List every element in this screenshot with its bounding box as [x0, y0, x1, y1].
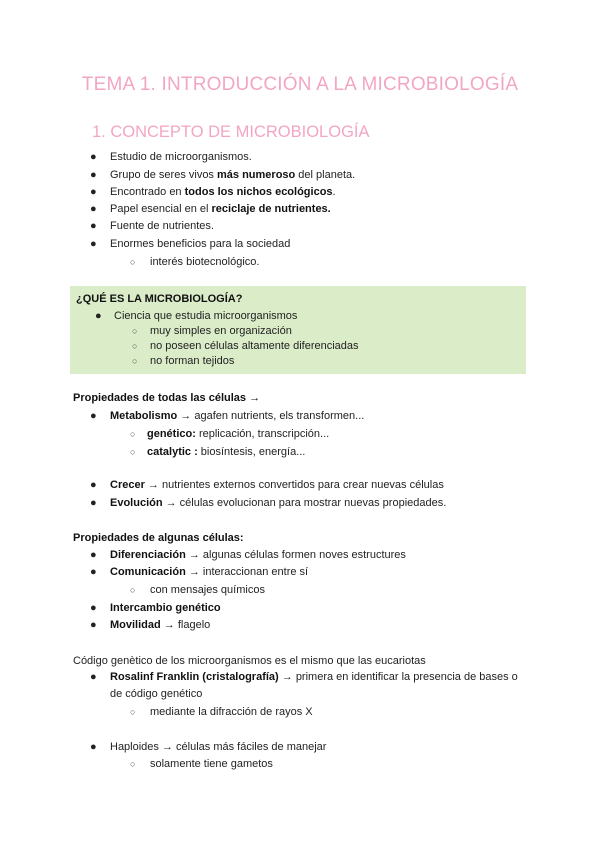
box-subitem: muy simples en organización — [150, 325, 292, 337]
box-title: ¿QUÉ ES LA MICROBIOLOGÍA? — [76, 293, 243, 305]
list-item: Grupo de seres vivos más numeroso del planeta. — [110, 169, 356, 181]
box-subitem: no poseen células altamente diferenciadas — [150, 340, 359, 352]
list-item: Diferenciación → algunas células formen noves estructures — [110, 549, 406, 561]
props-some-heading: Propiedades de algunas células: — [73, 532, 244, 544]
codigo-line: Código genètico de los microorganismos es el mismo que las eucariotas — [73, 655, 426, 667]
list-item: Fuente de nutrientes. — [110, 220, 214, 232]
circle-bullet-icon: ○ — [130, 447, 136, 457]
circle-bullet-icon: ○ — [130, 429, 136, 439]
list-item: Metabolismo → agafen nutrients, els transformen... — [110, 410, 365, 422]
circle-bullet-icon: ○ — [132, 326, 138, 336]
list-item: Comunicación → interaccionan entre sí — [110, 566, 309, 578]
list-item: Encontrado en todos los nichos ecológicos. — [110, 186, 336, 198]
list-item: Evolución → células evolucionan para mostrar nuevas propiedades. — [110, 497, 447, 509]
list-item: Estudio de microorganismos. — [110, 151, 252, 163]
circle-bullet-icon: ○ — [130, 759, 136, 769]
page-title: TEMA 1. INTRODUCCIÓN A LA MICROBIOLOGÍA — [81, 74, 519, 95]
sub-list-item: con mensajes químicos — [150, 584, 265, 596]
bullet-icon: ● — [90, 203, 97, 215]
bullet-icon: ● — [90, 151, 97, 163]
circle-bullet-icon: ○ — [130, 257, 136, 267]
list-item: Rosalinf Franklin (cristalografía) → primera en identificar la presencia de bases o — [110, 671, 518, 683]
props-all-heading: Propiedades de todas las células → — [73, 392, 261, 404]
sub-list-item: genético: replicación, transcripción... — [147, 428, 330, 440]
bullet-icon: ● — [90, 186, 97, 198]
list-item: Crecer → nutrientes externos convertidos para crear nuevas células — [110, 479, 444, 491]
bullet-icon: ● — [90, 741, 97, 753]
circle-bullet-icon: ○ — [130, 707, 136, 717]
bullet-icon: ● — [90, 619, 97, 631]
sub-list-item: catalytic : biosíntesis, energía... — [147, 446, 306, 458]
bullet-icon: ● — [90, 220, 97, 232]
circle-bullet-icon: ○ — [130, 585, 136, 595]
bullet-icon: ● — [90, 479, 97, 491]
bullet-icon: ● — [90, 497, 97, 509]
list-item: Intercambio genético — [110, 602, 221, 614]
list-item: Movilidad → flagelo — [110, 619, 211, 631]
list-item-continuation: de código genético — [110, 688, 203, 700]
bullet-icon: ● — [90, 238, 97, 250]
sub-list-item: solamente tiene gametos — [150, 758, 273, 770]
box-item: Ciencia que estudia microorganismos — [114, 310, 298, 322]
bullet-icon: ● — [90, 566, 97, 578]
bullet-icon: ● — [90, 169, 97, 181]
bullet-icon: ● — [90, 410, 97, 422]
list-item: Haploides → células más fáciles de manejar — [110, 741, 327, 753]
bullet-icon: ● — [90, 602, 97, 614]
bullet-icon: ● — [90, 671, 97, 683]
circle-bullet-icon: ○ — [132, 356, 138, 366]
sub-list-item: interés biotecnológico. — [150, 256, 260, 268]
circle-bullet-icon: ○ — [132, 341, 138, 351]
bullet-icon: ● — [90, 549, 97, 561]
bullet-icon: ● — [95, 310, 102, 322]
list-item: Papel esencial en el reciclaje de nutrientes. — [110, 203, 331, 215]
list-item: Enormes beneficios para la sociedad — [110, 238, 291, 250]
box-subitem: no forman tejidos — [150, 355, 235, 367]
section-heading-concepto: 1. CONCEPTO DE MICROBIOLOGÍA — [92, 123, 370, 141]
sub-list-item: mediante la difracción de rayos X — [150, 706, 313, 718]
